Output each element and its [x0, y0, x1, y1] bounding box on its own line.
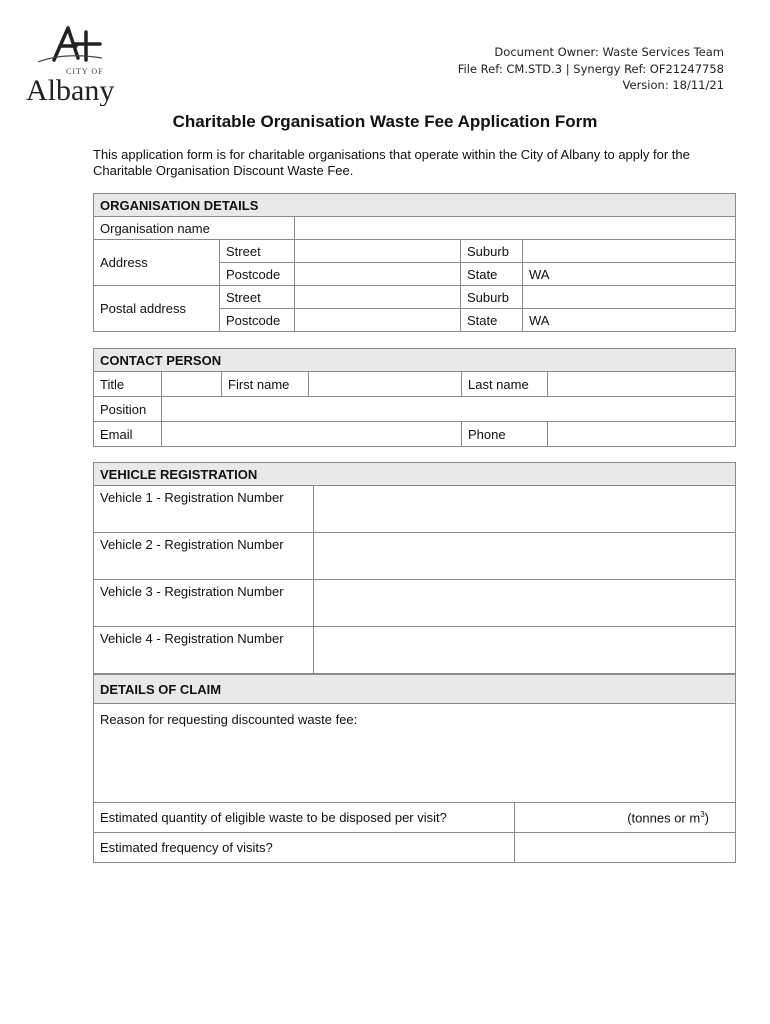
vehicle-4-label: Vehicle 4 - Registration Number [94, 627, 314, 674]
title-field[interactable] [162, 372, 222, 397]
address-postcode-field[interactable] [295, 263, 461, 286]
document-meta [458, 44, 724, 94]
title-label: Title [94, 372, 162, 397]
quantity-unit-superscript: 3 [700, 809, 705, 819]
address-street-label: Street [220, 240, 295, 263]
version: Version: 18/11/21 [622, 78, 724, 92]
position-field[interactable] [162, 397, 736, 422]
vehicle-registration-table [93, 462, 736, 674]
reason-label: Reason for requesting discounted waste fee: [100, 712, 358, 727]
details-of-claim-table [93, 674, 736, 863]
quantity-unit-suffix: ) [704, 810, 709, 826]
quantity-unit-prefix: (tonnes or m [627, 810, 701, 826]
organisation-name-label: Organisation name [94, 217, 295, 240]
postal-state-label: State [461, 309, 523, 332]
vehicle-3-field[interactable] [314, 580, 736, 627]
frequency-label: Estimated frequency of visits? [94, 833, 515, 863]
first-name-field[interactable] [309, 372, 462, 397]
vehicle-1-field[interactable] [314, 486, 736, 533]
postal-postcode-label: Postcode [220, 309, 295, 332]
contact-person-table [93, 348, 736, 447]
address-street-field[interactable] [295, 240, 461, 263]
vehicle-registration-header: VEHICLE REGISTRATION [94, 463, 736, 486]
address-state-field[interactable]: WA [523, 263, 736, 286]
first-name-label: First name [222, 372, 309, 397]
postal-postcode-field[interactable] [295, 309, 461, 332]
address-label: Address [94, 240, 220, 286]
file-ref: File Ref: CM.STD.3 | Synergy Ref: OF21247758 [457, 61, 724, 76]
phone-label: Phone [462, 422, 548, 447]
last-name-label: Last name [462, 372, 548, 397]
organisation-details-header: ORGANISATION DETAILS [94, 194, 736, 217]
logo-city-of: CITY OF [66, 67, 104, 76]
phone-field[interactable] [548, 422, 736, 447]
email-label: Email [94, 422, 162, 447]
position-label: Position [94, 397, 162, 422]
organisation-name-field[interactable] [295, 217, 736, 240]
postal-suburb-field[interactable] [523, 286, 736, 309]
vehicle-4-field[interactable] [314, 627, 736, 674]
document-owner: Document Owner: Waste Services Team [494, 45, 724, 59]
logo-wordmark: Albany [26, 74, 115, 106]
email-field[interactable] [162, 422, 462, 447]
organisation-details-table [93, 193, 736, 332]
intro-paragraph: This application form is for charitable organisations that operate within the City of Albany to apply for the Charitable Organisation Discount Waste Fee. [93, 147, 690, 178]
postal-suburb-label: Suburb [461, 286, 523, 309]
vehicle-2-field[interactable] [314, 533, 736, 580]
postal-address-label: Postal address [94, 286, 220, 332]
frequency-field[interactable] [515, 833, 736, 863]
city-of-albany-logo [24, 22, 134, 106]
quantity-field[interactable] [515, 803, 736, 833]
vehicle-2-label: Vehicle 2 - Registration Number [94, 533, 314, 580]
address-postcode-label: Postcode [220, 263, 295, 286]
quantity-label: Estimated quantity of eligible waste to be disposed per visit? [94, 803, 515, 833]
reason-field[interactable] [94, 704, 736, 803]
address-suburb-field[interactable] [523, 240, 736, 263]
address-state-label: State [461, 263, 523, 286]
last-name-field[interactable] [548, 372, 736, 397]
postal-street-field[interactable] [295, 286, 461, 309]
postal-street-label: Street [220, 286, 295, 309]
details-of-claim-header: DETAILS OF CLAIM [94, 675, 736, 704]
address-suburb-label: Suburb [461, 240, 523, 263]
vehicle-3-label: Vehicle 3 - Registration Number [94, 580, 314, 627]
contact-person-header: CONTACT PERSON [94, 349, 736, 372]
form-title: Charitable Organisation Waste Fee Application Form [172, 112, 598, 131]
postal-state-field[interactable]: WA [523, 309, 736, 332]
vehicle-1-label: Vehicle 1 - Registration Number [94, 486, 314, 533]
